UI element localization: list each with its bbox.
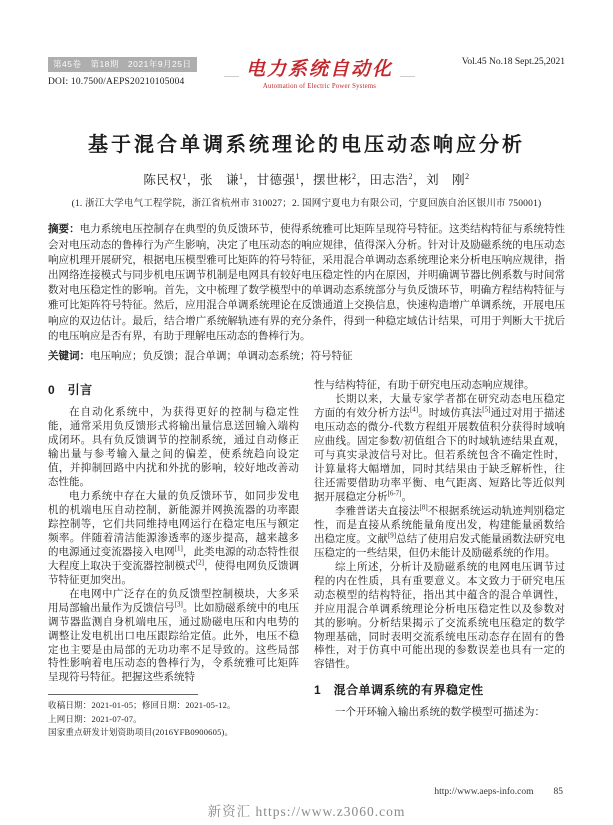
body-paragraph: 长期以来，大量专家学者都在研究动态电压稳定方面的有效分析方法[4]。时域仿真法[5]通过对用于描述电压动态的微分-代数方程组开展数值积分获得时域响应曲线。固定参数/初值组合下的时域轨迹结果直观，可与真实录波信号对比。但若系统包含不确定性时，计算量将大幅增加，同时其结果由于缺乏解析性，往往还需要借助功率平衡、电气距离、短路比等近似判据开展稳定分析[6-7]。 — [314, 394, 566, 503]
watermark-link[interactable]: 新资汇 https://www.z3060.com — [207, 804, 406, 819]
author-name: 甘德强 — [256, 173, 296, 188]
author-name: 摆世彬 — [313, 173, 353, 188]
journal-logo-block — [239, 54, 400, 90]
author-separator: ， — [356, 173, 370, 188]
reference-mark: [9] — [387, 531, 397, 540]
abstract-text: 电力系统电压控制存在典型的负反馈环节，使得系统雅可比矩阵呈现符号特征。这类结构特征与系统特性会对电压动态的鲁棒行为产生影响，决定了电压动态的响应规律，值得深入分析。针对计及励磁系统的电压动态响应机理开展研究，根据电压模型雅可比矩阵的符号特征，采用混合单调动态系统理论来分析电压响应规律，指出网络连接模式与同步机电压调节机制是电网具有较好电压稳定性的内在原因，并明确调节器比例系数与时间常数对电压稳定性的影响。首先，文中梳理了数学模型中的单调动态系统部分与负反馈环节，明确方程结构特征与雅可比矩阵符号特征。然后，应用混合单调系统理论在反馈通道上交换信息，快速构造增广单调系统，开展电压响应的双边估计。最后，结合增广系统解轨迹有界的充分条件，得到一种稳定域估计结果，可用于判断大干扰后的电压响应是否有界，有助于理解电压动态的鲁棒行为。 — [48, 224, 565, 342]
reference-mark: [2] — [195, 558, 204, 567]
journal-url-link[interactable]: http://www.aeps-info.com — [434, 787, 534, 797]
author-name: 田志浩 — [369, 173, 409, 188]
reference-mark: [4] — [409, 405, 419, 414]
volume-info: Vol.45 No.18 Sept.25,2021 — [461, 57, 565, 67]
body-paragraph: 综上所述，分析计及励磁系统的电网电压调节过程的内在性质，具有重要意义。本文致力于研究电压动态模型的结构特征，指出其中蕴含的混合单调性，并应用混合单调系统理论分析电压稳定性以及参数对其的影响。分析结果揭示了交流系统电压稳定的数学物理基础，同时表明交流系统电压动态存在固有的鲁棒性，对于仿真中可能出现的参数误差也具有一定的容错性。 — [314, 561, 565, 671]
author-affiliation-mark: 2 — [465, 172, 470, 182]
header-rule-right — [400, 76, 415, 77]
body-paragraph: 李雅普诺夫直接法[8]不根据系统运动轨迹判别稳定性，而是直接从系统能量角度出发，构建能量函数给出稳定度。文献[9]总结了使用启发式能量函数法研究电压稳定的一些结果，但仍未能计及励磁系统的作用。 — [314, 503, 566, 559]
page-footer — [434, 787, 563, 797]
footnote-online-date: 上网日期：2021-07-07。 — [48, 713, 142, 724]
reference-mark: [6-7] — [387, 489, 402, 498]
section-heading-1: 1 混合单调系统的有界稳定性 — [314, 683, 484, 698]
author-separator: ， — [186, 173, 200, 188]
journal-logo: 电力系统自动化 — [246, 59, 394, 80]
body-paragraph: 电力系统中存在大量的负反馈环节，如同步发电机的机端电压自动控制，新能源并网换流器的功率跟踪控制等，它们共同维持电网运行在稳定电压与额定频率。伴随着清洁能源渗透率的逐步提高，越来越多的电源通过变流器接入电网[1]，此类电源的动态特性很大程度上取决于变流器控制模式[2]，使得电网负反馈调节特征更加突出。 — [48, 491, 300, 586]
footnote-received-date: 收稿日期：2021-01-05；修回日期：2021-05-12。 — [48, 700, 236, 711]
body-paragraph: 一个开环输入输出系统的数学模型可描述为： — [335, 707, 545, 719]
header-center-block — [224, 54, 415, 90]
author-separator: ， — [243, 173, 257, 188]
author-name: 陈民权 — [143, 173, 183, 188]
body-paragraph: 在电网中广泛存在的负反馈型控制模块，大多采用局部输出量作为反馈信号[3]。比如励磁系统中的电压调节器监测自身机端电压，通过励磁电压和内电势的调整让发电机出口电压跟踪给定值。此外，电压不稳定也主要是由局部的无功功率不足导致的。这些局部特性影响着电压动态的鲁棒行为，令系统雅可比矩阵呈现符号特征。把握这些系统特 — [48, 588, 300, 684]
keywords-block — [48, 349, 565, 364]
header-left-block — [48, 54, 224, 87]
doi-text: DOI: 10.7500/AEPS20210105004 — [48, 77, 185, 87]
author-separator: ， — [299, 173, 313, 188]
page-number: 85 — [553, 787, 563, 797]
footnote-block — [48, 694, 299, 739]
body-paragraph: 在自动化系统中，为获得更好的控制与稳定性能，通常采用负反馈形式将输出量信息送回输入端构成闭环。具有负反馈调节的控制系统，通过自动修正输出量与参考输入量之间的偏差，使系统趋向设定值，并抑制回路中内扰和外扰的影响，较好地改善动态性能。 — [48, 407, 299, 489]
author-separator: ， — [413, 173, 427, 188]
body-paragraph-continuation: 性与结构特征，有助于研究电压动态响应规律。 — [314, 380, 535, 392]
header-rule-left — [224, 76, 239, 77]
right-column — [314, 379, 565, 739]
left-column — [48, 379, 299, 739]
body-columns — [48, 379, 565, 739]
author-affiliation-mark: 2 — [352, 172, 357, 182]
journal-header — [48, 54, 565, 90]
article-title: 基于混合单调系统理论的电压动态响应分析 — [88, 134, 525, 156]
abstract-label: 摘要： — [48, 223, 80, 236]
issue-badge: 第45卷 第18期 2021年9月25日 — [48, 57, 197, 72]
abstract-block — [48, 222, 565, 344]
reference-mark: [8] — [419, 503, 428, 512]
author-list — [48, 170, 565, 188]
author-affiliation-mark: 1 — [182, 172, 187, 182]
author-affiliation-mark: 2 — [408, 172, 414, 182]
footnote-funding: 国家重点研发计划资助项目(2016YFB0900605)。 — [48, 726, 234, 737]
footnote-rule — [48, 694, 198, 695]
author-name: 刘 刚 — [426, 173, 466, 188]
reference-mark: [1] — [174, 544, 183, 553]
author-affiliation-mark: 1 — [295, 172, 300, 182]
reference-mark: [5] — [482, 405, 491, 414]
author-affiliation-mark: 1 — [238, 172, 244, 182]
keywords-text: 电压响应；负反馈；混合单调；单调动态系统；符号特征 — [90, 351, 353, 363]
keywords-label: 关键词： — [48, 350, 90, 363]
journal-subtitle-en: Automation of Electric Power Systems — [262, 83, 377, 90]
author-name: 张 谦 — [199, 173, 239, 188]
affiliation-line: (1. 浙江大学电气工程学院，浙江省杭州市 310027；2. 国网宁夏电力有限公司，宁夏回族自治区银川市 750001) — [71, 199, 542, 210]
section-heading-intro: 0 引言 — [48, 383, 93, 398]
reference-mark: [3] — [174, 600, 183, 609]
